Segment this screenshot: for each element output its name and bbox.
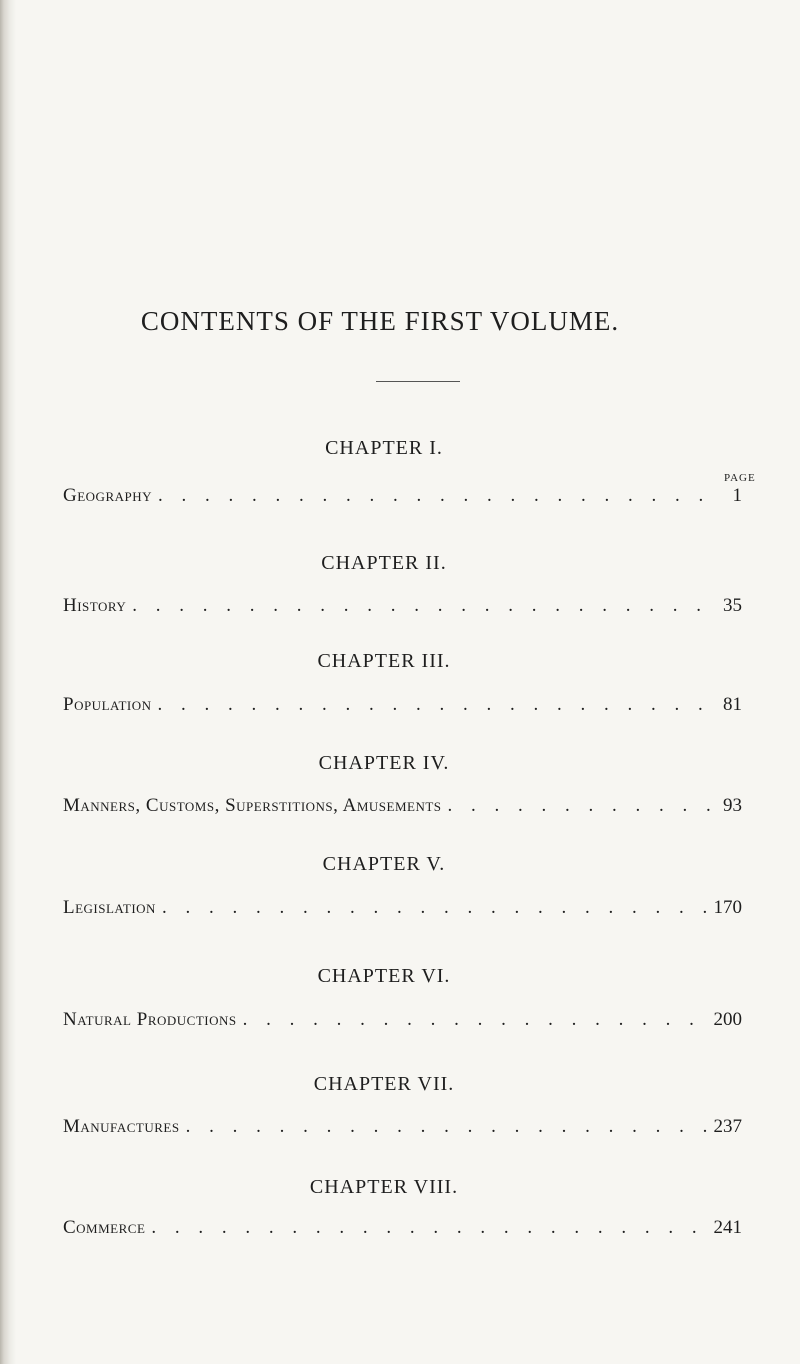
chapter-heading: CHAPTER VIII. — [309, 1176, 459, 1198]
toc-entry-title: History — [63, 595, 127, 616]
toc-entry[interactable] — [63, 694, 742, 720]
toc-entry-title: Population — [63, 694, 152, 715]
chapter-heading: CHAPTER V. — [322, 853, 446, 875]
chapter-heading: CHAPTER VII. — [313, 1073, 455, 1095]
dot-leader — [162, 897, 708, 919]
page-column-label: PAGE — [724, 472, 756, 484]
page-title: CONTENTS OF THE FIRST VOLUME. — [140, 306, 620, 336]
toc-entry[interactable] — [63, 897, 742, 923]
toc-entry[interactable] — [63, 595, 742, 621]
toc-entry-page: 200 — [713, 1009, 742, 1030]
dot-leader — [448, 795, 713, 817]
dot-leader — [243, 1009, 708, 1031]
toc-entry-page: 81 — [723, 694, 742, 715]
dot-leader — [132, 595, 712, 617]
toc-entry-page: 1 — [732, 485, 742, 506]
chapter-heading: CHAPTER VI. — [317, 965, 451, 987]
toc-entry[interactable] — [63, 485, 742, 511]
toc-entry-page: 170 — [713, 897, 742, 918]
dot-leader — [158, 485, 712, 507]
toc-entry-page: 241 — [713, 1217, 742, 1238]
toc-entry[interactable] — [63, 1009, 742, 1035]
dot-leader — [158, 694, 712, 716]
dot-leader — [151, 1217, 707, 1239]
page-gutter-shadow — [0, 0, 16, 1364]
toc-entry-title: Legislation — [63, 897, 156, 918]
toc-entry-page: 237 — [713, 1116, 742, 1137]
toc-entry-title: Geography — [63, 485, 153, 506]
toc-entry[interactable] — [63, 1116, 742, 1142]
toc-entry[interactable] — [63, 1217, 742, 1243]
toc-entry-title: Commerce — [63, 1217, 146, 1238]
toc-entry-page: 93 — [723, 795, 742, 816]
chapter-heading: CHAPTER II. — [321, 552, 447, 574]
toc-entry-title: Natural Productions — [63, 1009, 237, 1030]
chapter-heading: CHAPTER III. — [317, 650, 451, 672]
chapter-heading: CHAPTER IV. — [318, 752, 450, 774]
toc-entry-title: Manufactures — [63, 1116, 180, 1137]
dot-leader — [186, 1116, 708, 1138]
toc-entry[interactable] — [63, 795, 742, 821]
title-divider — [376, 381, 460, 382]
chapter-heading: CHAPTER I. — [325, 437, 443, 459]
toc-entry-page: 35 — [723, 595, 742, 616]
toc-entry-title: Manners, Customs, Superstitions, Amusements — [63, 795, 442, 816]
